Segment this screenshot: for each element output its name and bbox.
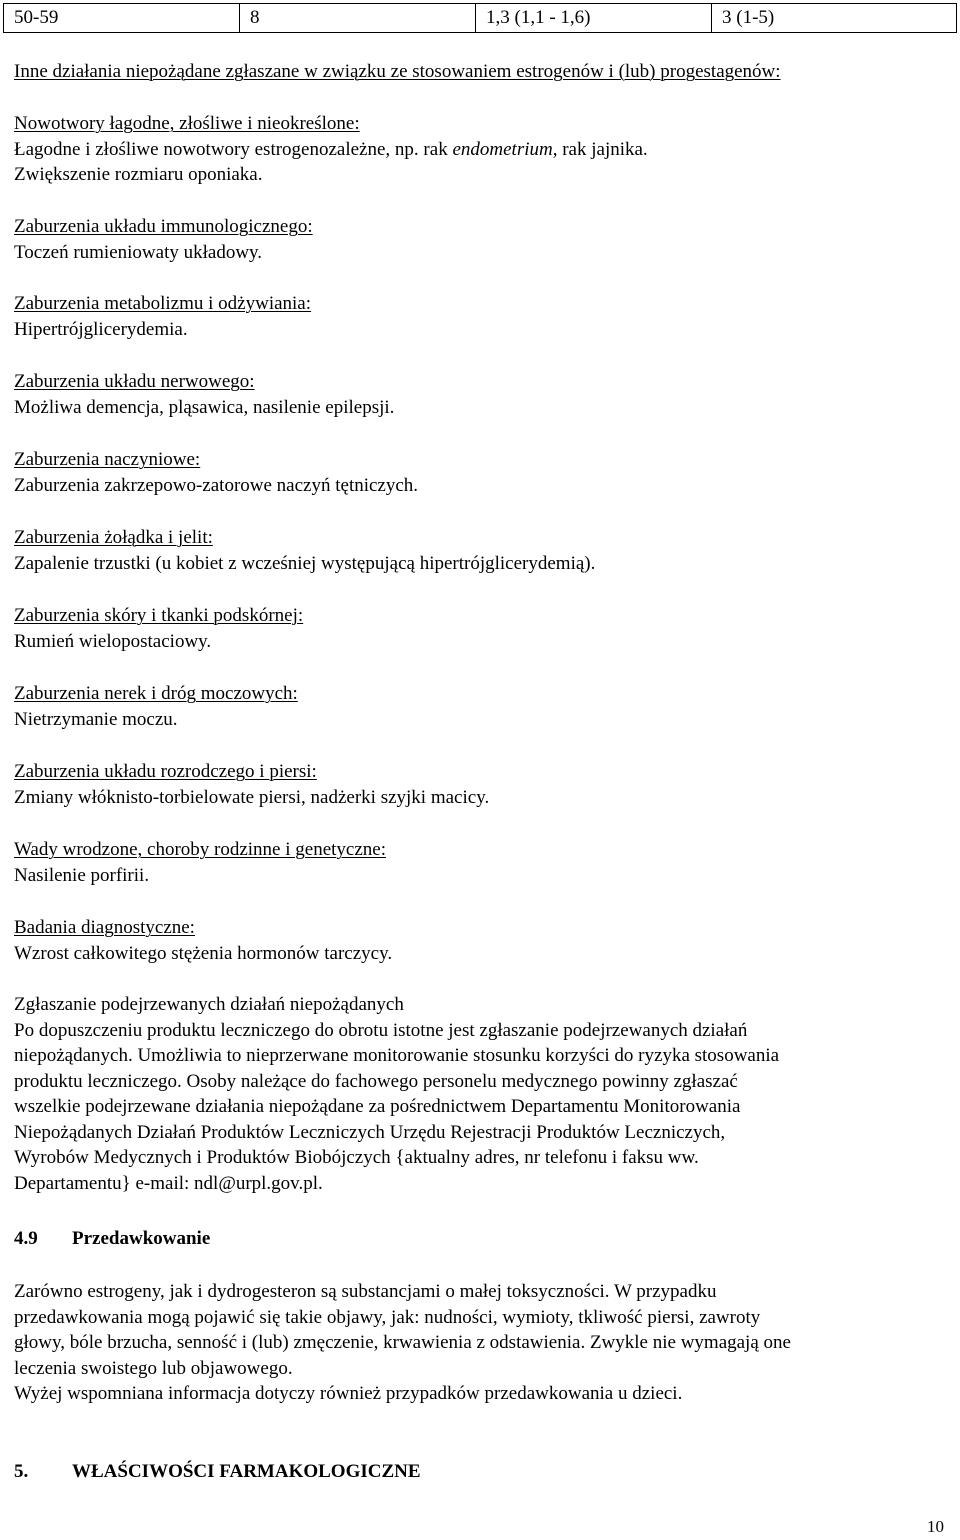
section-heading: Wady wrodzone, choroby rodzinne i genetyczne: bbox=[14, 839, 386, 860]
section-line: Zwiększenie rozmiaru oponiaka. bbox=[14, 164, 263, 185]
section-reproductive bbox=[14, 759, 944, 810]
table-cell-range: 3 (1-5) bbox=[712, 4, 957, 33]
section-immune bbox=[14, 214, 944, 265]
section-line: Łagodne i złośliwe nowotwory estrogenozależne, np. rak endometrium, rak jajnika. bbox=[14, 138, 648, 160]
section-heading: Zaburzenia nerek i dróg moczowych: bbox=[14, 683, 298, 704]
section-heading: Zaburzenia naczyniowe: bbox=[14, 449, 201, 470]
section-skin bbox=[14, 603, 944, 654]
section-49-title: Przedawkowanie bbox=[72, 1228, 211, 1249]
section-heading: Zaburzenia metabolizmu i odżywiania: bbox=[14, 293, 312, 314]
section-line: Toczeń rumieniowaty układowy. bbox=[14, 241, 263, 263]
section-5-number: 5. bbox=[14, 1461, 29, 1482]
table-cell-age: 50-59 bbox=[4, 4, 240, 33]
section-renal bbox=[14, 681, 944, 732]
section-metabolism bbox=[14, 291, 944, 342]
intro-paragraph bbox=[14, 59, 944, 85]
reporting-line: Niepożądanych Działań Produktów Leczniczych Urzędu Rejestracji Produktów Leczniczych, bbox=[14, 1121, 726, 1143]
section-line: Hipertrójglicerydemia. bbox=[14, 318, 188, 340]
italic-term: endometrium bbox=[452, 138, 553, 160]
section-line: Rumień wielopostaciowy. bbox=[14, 630, 212, 652]
reporting-line: niepożądanych. Umożliwia to nieprzerwane monitorowanie stosunku korzyści do ryzyka stosowania bbox=[14, 1045, 780, 1066]
section-49-body bbox=[14, 1279, 944, 1407]
section-vascular bbox=[14, 447, 944, 498]
section-heading: Nowotwory łagodne, złośliwe i nieokreślone: bbox=[14, 113, 360, 134]
section-congenital bbox=[14, 837, 944, 888]
reporting-section bbox=[14, 992, 944, 1196]
section-neoplasms bbox=[14, 111, 944, 188]
section-49-number: 4.9 bbox=[14, 1228, 38, 1249]
section-line: Możliwa demencja, pląsawica, nasilenie epilepsji. bbox=[14, 396, 395, 418]
section-line: Nietrzymanie moczu. bbox=[14, 708, 178, 730]
section-heading: Zaburzenia układu rozrodczego i piersi: bbox=[14, 761, 317, 782]
section-heading: Badania diagnostyczne: bbox=[14, 917, 195, 938]
reporting-line: wszelkie podejrzewane działania niepożądane za pośrednictwem Departamentu Monitorowania bbox=[14, 1096, 741, 1117]
section-line: Zmiany włóknisto-torbielowate piersi, nadżerki szyjki macicy. bbox=[14, 786, 490, 808]
section-gastro bbox=[14, 525, 944, 576]
table-row bbox=[4, 4, 957, 33]
section-line: Wzrost całkowitego stężenia hormonów tarczycy. bbox=[14, 942, 393, 964]
section-heading: Zaburzenia żołądka i jelit: bbox=[14, 527, 213, 548]
section-heading: Zaburzenia układu immunologicznego: bbox=[14, 216, 313, 237]
reporting-line: Departamentu} e-mail: ndl@urpl.gov.pl. bbox=[14, 1172, 323, 1194]
intro-text: Inne działania niepożądane zgłaszane w związku ze stosowaniem estrogenów i (lub) progestagenów: bbox=[14, 61, 781, 82]
table-cell-rate: 1,3 (1,1 - 1,6) bbox=[476, 4, 712, 33]
section-line: Nasilenie porfirii. bbox=[14, 864, 150, 886]
page-number: 10 bbox=[927, 1517, 944, 1536]
reporting-title: Zgłaszanie podejrzewanych działań niepożądanych bbox=[14, 994, 404, 1015]
section-5-title: WŁAŚCIWOŚCI FARMAKOLOGICZNE bbox=[72, 1461, 421, 1482]
section-49-line: głowy, bóle brzucha, senność i (lub) zmęczenie, krwawienia z odstawienia. Zwykle nie wymagają one bbox=[14, 1332, 791, 1353]
section-heading: Zaburzenia skóry i tkanki podskórnej: bbox=[14, 605, 304, 626]
reporting-line: produktu leczniczego. Osoby należące do fachowego personelu medycznego powinny zgłaszać bbox=[14, 1070, 738, 1092]
section-nervous bbox=[14, 369, 944, 420]
section-49-line: przedawkowania mogą pojawić się takie objawy, jak: nudności, wymioty, tkliwość piersi, zawroty bbox=[14, 1306, 761, 1328]
reporting-line: Wyrobów Medycznych i Produktów Biobójczych {aktualny adres, nr telefonu i faksu ww. bbox=[14, 1147, 699, 1168]
section-49-line: leczenia swoistego lub objawowego. bbox=[14, 1357, 293, 1379]
section-diagnostics bbox=[14, 915, 944, 966]
section-line: Zaburzenia zakrzepowo-zatorowe naczyń tętniczych. bbox=[14, 474, 419, 496]
section-heading: Zaburzenia układu nerwowego: bbox=[14, 371, 255, 392]
section-49-line: Zarówno estrogeny, jak i dydrogesteron są substancjami o małej toksyczności. W przypadku bbox=[14, 1281, 717, 1302]
section-49-line: Wyżej wspomniana informacja dotyczy również przypadków przedawkowania u dzieci. bbox=[14, 1383, 683, 1404]
data-table-row bbox=[3, 3, 957, 33]
reporting-line: Po dopuszczeniu produktu leczniczego do obrotu istotne jest zgłaszanie podejrzewanych działań bbox=[14, 1019, 748, 1041]
section-line: Zapalenie trzustki (u kobiet z wcześniej występującą hipertrójglicerydemią). bbox=[14, 552, 596, 574]
table-cell-count: 8 bbox=[240, 4, 476, 33]
